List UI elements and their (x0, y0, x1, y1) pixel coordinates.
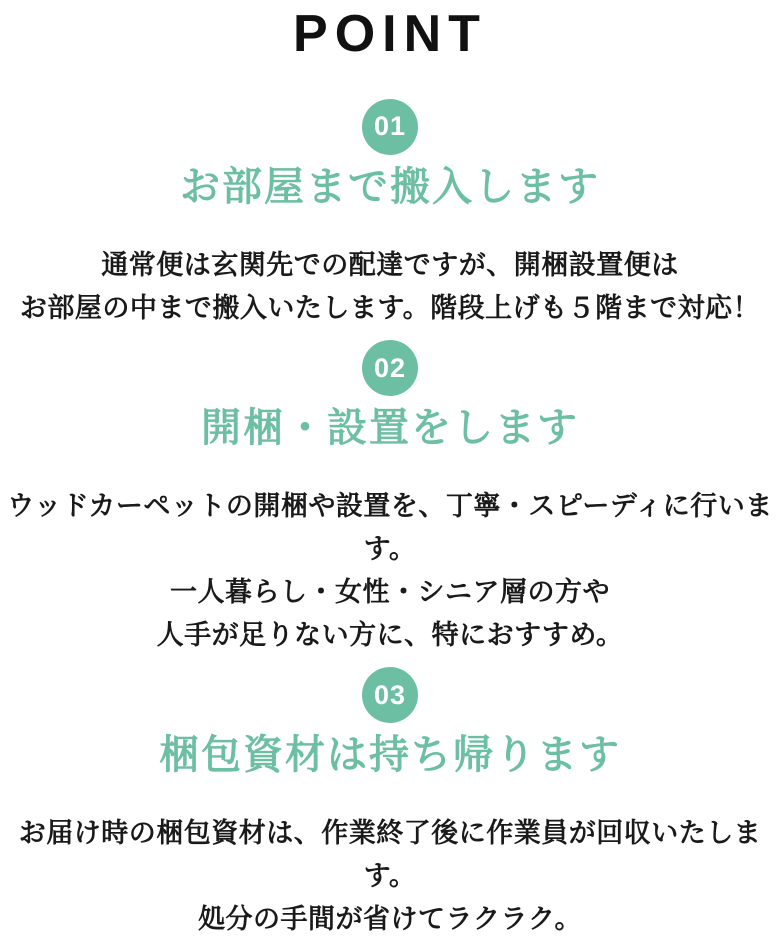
point-body-2-line-1: ウッドカーペットの開梱や設置を、丁寧・スピーディに行います。 (7, 491, 773, 565)
point-body-2-line-3: 人手が足りない方に、特におすすめ。 (156, 620, 624, 651)
point-heading-3: 梱包資材は持ち帰ります (159, 733, 621, 778)
point-body-3-line-1: お届け時の梱包資材は、作業終了後に作業員が回収いたします。 (18, 818, 762, 892)
point-section-3 (0, 667, 780, 941)
point-body-2 (0, 485, 780, 657)
page-title: POINT (293, 5, 487, 63)
point-body-1-line-2: お部屋の中まで搬入いたします。階段上げも５階まで対応！ (19, 293, 761, 324)
point-section-2 (0, 340, 780, 657)
point-body-1 (0, 244, 780, 330)
point-body-3 (0, 812, 780, 941)
point-heading-1: お部屋まで搬入します (180, 164, 600, 209)
point-section-1 (0, 99, 780, 330)
point-number-badge-2: 02 (362, 340, 418, 396)
point-body-2-line-2: 一人暮らし・女性・シニア層の方や (170, 577, 610, 608)
point-number-badge-3: 03 (362, 667, 418, 723)
point-number-badge-1: 01 (362, 99, 418, 155)
point-heading-2: 開梱・設置をします (201, 406, 579, 451)
point-body-1-line-1: 通常便は玄関先での配達ですが、開梱設置便は (101, 250, 679, 281)
point-body-3-line-2: 処分の手間が省けてラクラク。 (198, 904, 582, 935)
point-section-page (0, 4, 780, 935)
